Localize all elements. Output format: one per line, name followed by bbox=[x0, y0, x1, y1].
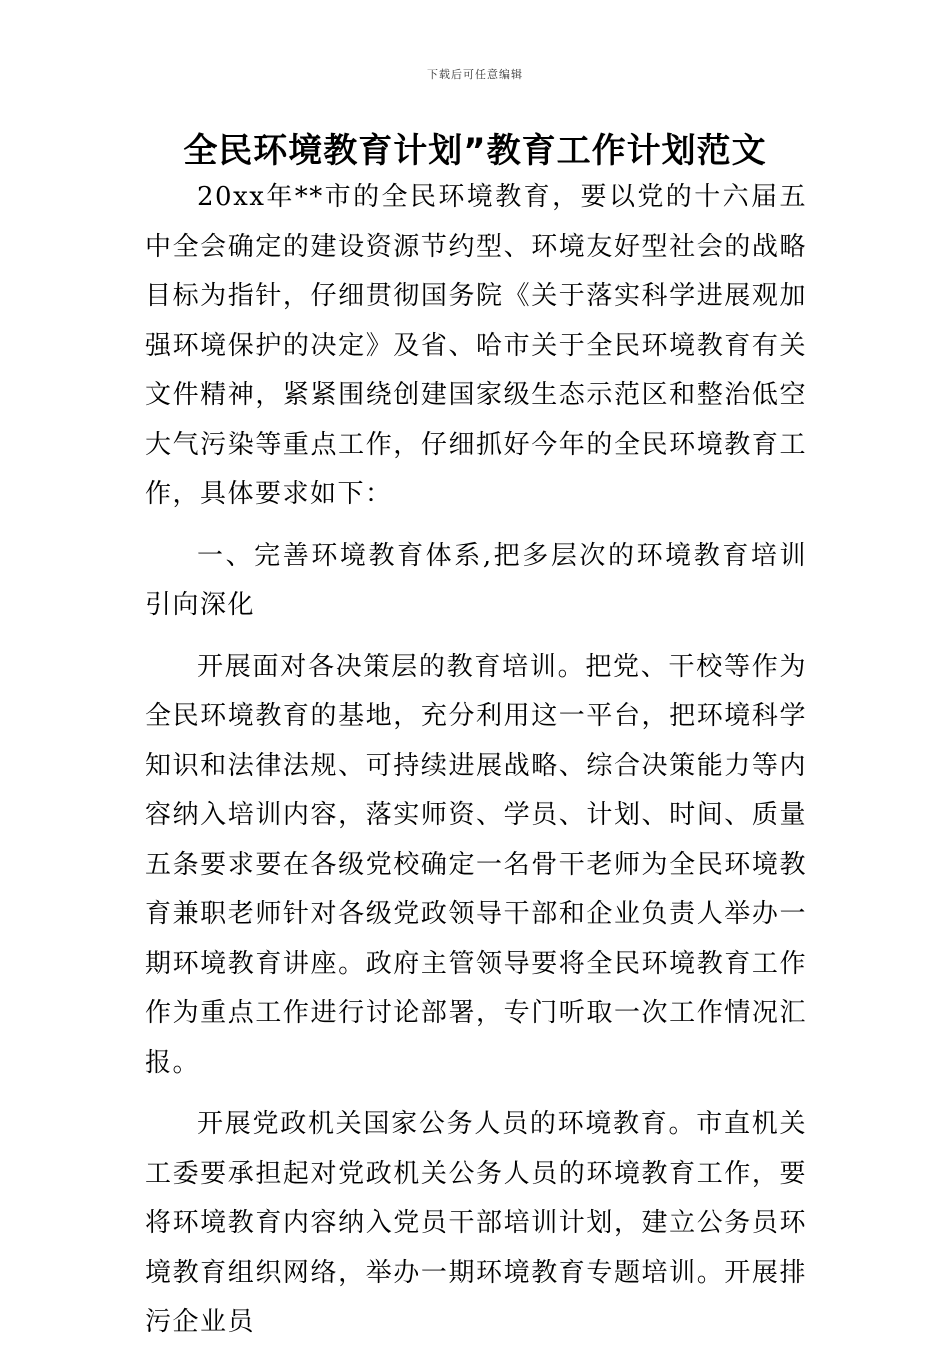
section-heading-1: 一、完善环境教育体系,把多层次的环境教育培训引向深化 bbox=[145, 540, 807, 620]
paragraph-civil-servant-training: 开展党政机关国家公务人员的环境教育。市直机关工委要承担起对党政机关公务人员的环境教育工作，要将环境教育内容纳入党员干部培训计划，建立公务员环境教育组织网络，举办一期环境教育专题培训。开展排污企业员 bbox=[145, 1109, 807, 1337]
page-header-note: 下载后可任意编辑 bbox=[427, 68, 523, 81]
paragraph-intro: 20xx年**市的全民环境教育，要以党的十六届五中全会确定的建设资源节约型、环境友好型社会的战略目标为指针，仔细贯彻国务院《关于落实科学进展观加强环境保护的决定》及省、哈市关于全民环境教育有关文件精神，紧紧围绕创建国家级生态示范区和整治低空大气污染等重点工作，仔细抓好今年的全民环境教育工作，具体要求如下： bbox=[145, 182, 807, 509]
paragraph-decision-training: 开展面对各决策层的教育培训。把党、干校等作为全民环境教育的基地，充分利用这一平台，把环境科学知识和法律法规、可持续进展战略、综合决策能力等内容纳入培训内容，落实师资、学员、计划、时间、质量五条要求要在各级党校确定一名骨干老师为全民环境教育兼职老师针对各级党政领导干部和企业负责人举办一期环境教育讲座。政府主管领导要将全民环境教育工作作为重点工作进行讨论部署，专门听取一次工作情况汇报。 bbox=[145, 651, 807, 1078]
document-body bbox=[145, 173, 807, 1360]
document-title: 全民环境教育计划”教育工作计划范文 bbox=[183, 131, 767, 171]
